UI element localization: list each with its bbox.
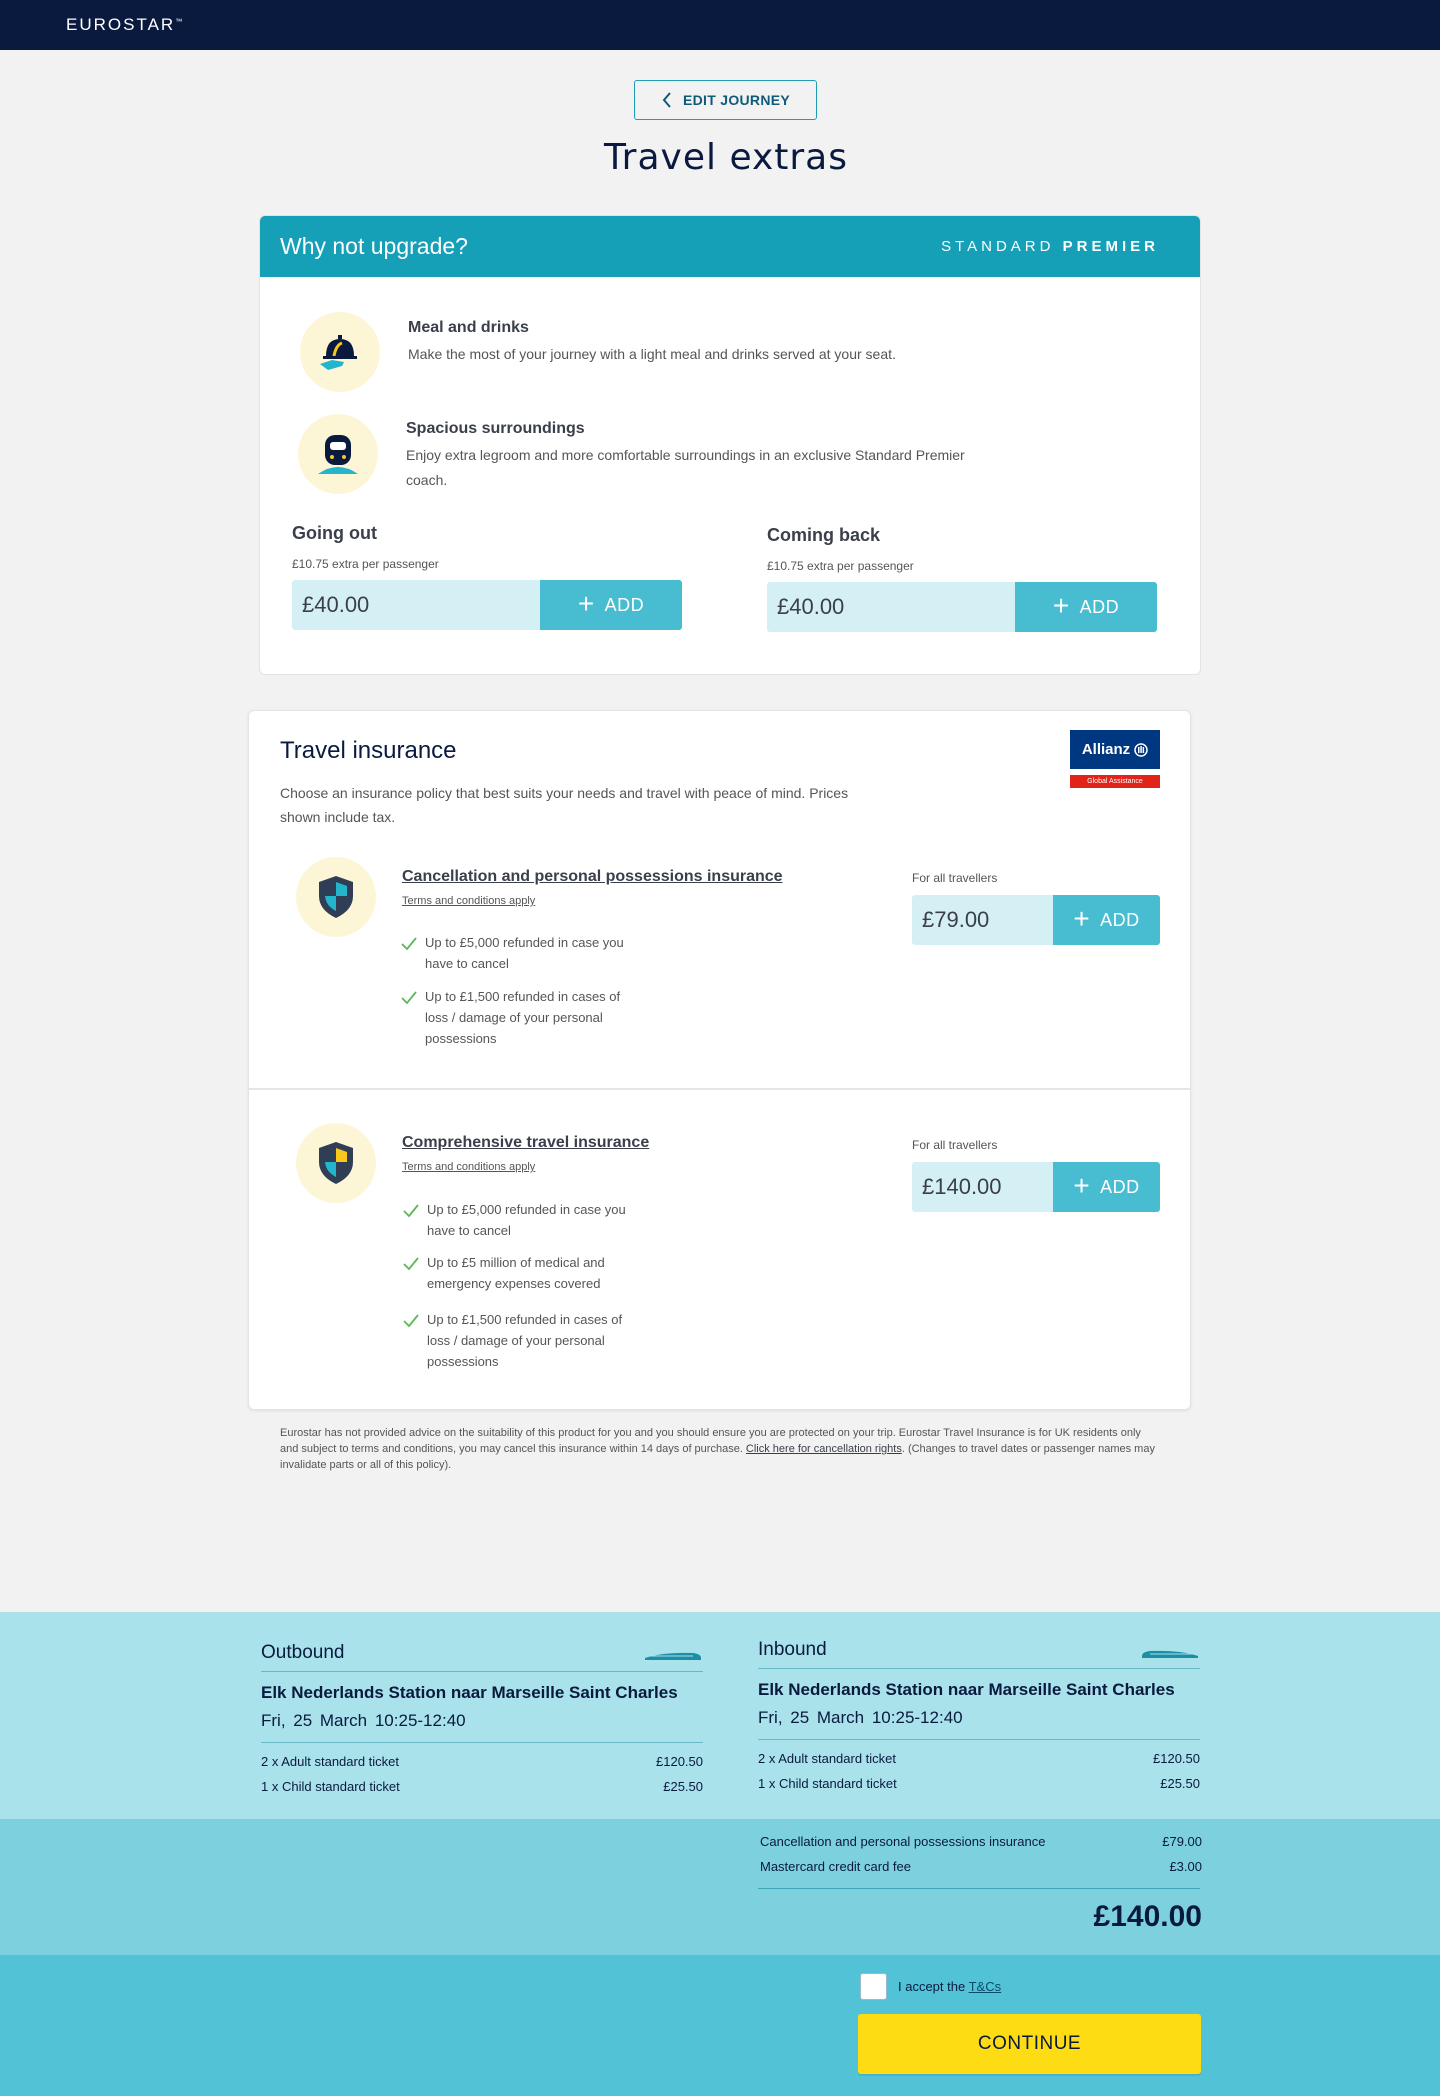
policy-price-box xyxy=(912,1162,1160,1212)
train-icon xyxy=(1140,1648,1200,1660)
feature-desc: Enjoy extra legroom and more comfortable surroundings in an exclusive Standard Premier coach. xyxy=(406,447,965,488)
check-icon xyxy=(403,1314,419,1328)
total-price: £140.00 xyxy=(1093,1900,1202,1933)
going-out-label: Going out xyxy=(292,523,377,543)
check-icon xyxy=(403,1204,419,1218)
line-item: 1 x Child standard ticket £25.50 xyxy=(261,1779,703,1794)
check-icon xyxy=(401,937,417,951)
policy-price-box xyxy=(912,895,1160,945)
insurance-card xyxy=(248,710,1191,1410)
divider xyxy=(758,1739,1200,1740)
outbound-datetime: Fri, 25 March 10:25-12:40 xyxy=(261,1711,466,1730)
accept-tnc-checkbox[interactable] xyxy=(860,1973,887,2000)
benefit-item: Up to £5,000 refunded in case you have to cancel xyxy=(403,1199,643,1241)
for-all-travellers: For all travellers xyxy=(912,871,998,885)
line-item: 2 x Adult standard ticket £120.50 xyxy=(758,1751,1200,1766)
meal-icon xyxy=(300,312,380,392)
shield-icon xyxy=(296,1123,376,1203)
policy-price: £140.00 xyxy=(912,1162,1053,1212)
coming-back-extra: £10.75 extra per passenger xyxy=(767,559,914,573)
outbound-route: Elk Nederlands Station naar Marseille Saint Charles xyxy=(261,1683,678,1702)
journey-summary xyxy=(0,1612,1440,1819)
upgrade-heading: Why not upgrade? xyxy=(280,233,468,259)
eurostar-logo[interactable]: EUROSTAR™ xyxy=(66,15,183,34)
coming-back-add-button[interactable]: + ADD xyxy=(1015,582,1157,632)
class-name: STANDARD PREMIER xyxy=(941,238,1159,255)
coming-back-label: Coming back xyxy=(767,525,881,545)
insurance-desc: Choose an insurance policy that best suits your needs and travel with peace of mind. Prices shown include tax. xyxy=(280,785,849,825)
line-item: 2 x Adult standard ticket £120.50 xyxy=(261,1754,703,1769)
feature-title: Meal and drinks xyxy=(408,319,529,336)
accept-tnc-label: I accept the T&Cs xyxy=(898,1979,1002,1994)
continue-button[interactable]: CONTINUE xyxy=(858,2014,1201,2074)
benefit-item: Up to £5,000 refunded in case you have to cancel xyxy=(401,932,641,974)
train-icon xyxy=(643,1650,703,1662)
plus-icon: + xyxy=(1073,902,1091,934)
extra-line-item: Cancellation and personal possessions insurance £79.00 xyxy=(760,1834,1202,1849)
shield-icon xyxy=(296,857,376,937)
extra-line-item: Mastercard credit card fee £3.00 xyxy=(760,1859,1202,1874)
going-out-price-box xyxy=(292,580,682,630)
tnc-link[interactable]: T&Cs xyxy=(968,1979,1002,1994)
check-icon xyxy=(401,991,417,1005)
going-out-extra: £10.75 extra per passenger xyxy=(292,557,439,571)
divider xyxy=(261,1671,703,1672)
insurance-title: Travel insurance xyxy=(280,737,457,764)
allianz-logo: Allianz Global Assistance xyxy=(1070,730,1160,788)
extras-summary xyxy=(0,1819,1440,1955)
terms-link[interactable]: Terms and conditions apply xyxy=(402,895,536,907)
benefit-item: Up to £1,500 refunded in cases of loss / damage of your personal possessions xyxy=(403,1309,643,1372)
policy-price: £79.00 xyxy=(912,895,1053,945)
going-out-add-button[interactable]: + ADD xyxy=(540,580,682,630)
edit-journey-button[interactable]: EDIT JOURNEY xyxy=(634,80,817,120)
divider xyxy=(261,1742,703,1743)
terms-link[interactable]: Terms and conditions apply xyxy=(402,1161,536,1173)
divider xyxy=(758,1668,1200,1669)
upgrade-card xyxy=(259,215,1201,675)
chevron-left-icon xyxy=(661,92,673,108)
line-item: 1 x Child standard ticket £25.50 xyxy=(758,1776,1200,1791)
going-out-price: £40.00 xyxy=(292,580,540,630)
feature-title: Spacious surroundings xyxy=(406,420,585,437)
policy-add-button[interactable]: + ADD xyxy=(1053,895,1160,945)
coming-back-price: £40.00 xyxy=(767,582,1015,632)
outbound-heading: Outbound xyxy=(261,1642,345,1663)
inbound-datetime: Fri, 25 March 10:25-12:40 xyxy=(758,1708,963,1727)
for-all-travellers: For all travellers xyxy=(912,1138,998,1152)
cancellation-rights-link[interactable]: Click here for cancellation rights xyxy=(745,1443,902,1455)
check-icon xyxy=(403,1257,419,1271)
policy-name[interactable]: Cancellation and personal possessions insurance xyxy=(402,868,783,885)
benefit-item: Up to £1,500 refunded in cases of loss / damage of your personal possessions xyxy=(401,986,641,1049)
benefit-item: Up to £5 million of medical and emergency expenses covered xyxy=(403,1252,643,1294)
inbound-heading: Inbound xyxy=(758,1639,827,1660)
feature-desc: Make the most of your journey with a light meal and drinks served at your seat. xyxy=(408,346,896,362)
checkout-bar xyxy=(0,1955,1440,2096)
divider xyxy=(758,1888,1200,1889)
upgrade-header xyxy=(260,216,1200,277)
divider xyxy=(249,1088,1190,1090)
plus-icon: + xyxy=(1073,1169,1091,1201)
policy-add-button[interactable]: + ADD xyxy=(1053,1162,1160,1212)
train-seat-icon xyxy=(298,414,378,494)
top-bar xyxy=(0,0,1440,50)
page-title: Travel extras xyxy=(603,137,848,178)
policy-name[interactable]: Comprehensive travel insurance xyxy=(402,1134,650,1151)
inbound-route: Elk Nederlands Station naar Marseille Saint Charles xyxy=(758,1680,1175,1699)
insurance-disclaimer: Eurostar has not provided advice on the suitability of this product for you and you should ensure you are protected on your trip. Eurostar Travel Insurance is for UK residents only and subject to terms and conditions, you may cancel this insurance within 14 days of purchase. Click here for cancellation rights. (Changes to travel dates or passenger names may invalidate parts or all of this policy). xyxy=(280,1427,1155,1471)
coming-back-price-box xyxy=(767,582,1157,632)
plus-icon: + xyxy=(577,587,595,619)
plus-icon: + xyxy=(1052,589,1070,621)
